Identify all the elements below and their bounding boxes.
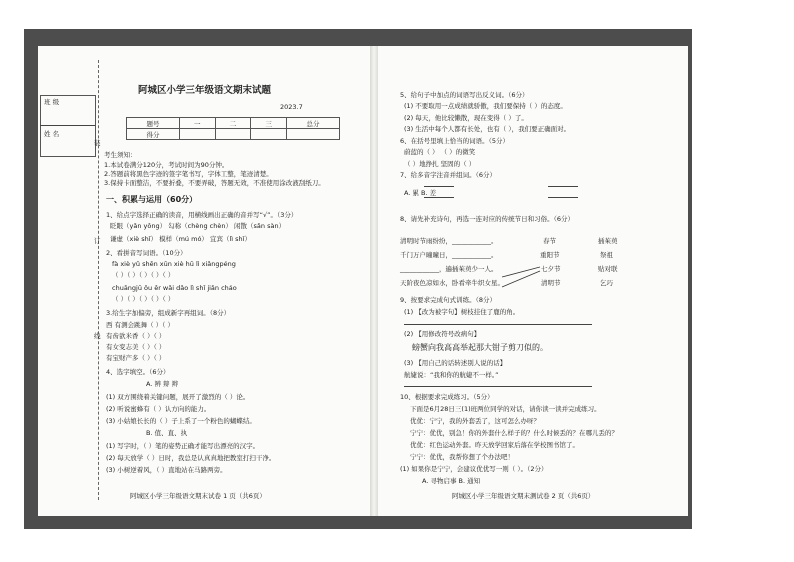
question-text: 航婕说：“我和你的航婕不一样。” (404, 371, 499, 379)
info-divider (40, 125, 95, 126)
binding-char-3: 线 (94, 332, 101, 340)
score-head-no: 题号 (127, 118, 180, 129)
question-text: (1) 如果你是宁宁，会建议优优写一则（ ）。（2分） (400, 465, 548, 473)
question-text: A. 累 B. 差 (404, 189, 437, 197)
question-text: 1、给点字选择正确的读音，用横线画出正确的音并写“√”。（3分） (106, 211, 298, 219)
binding-char: 装 (94, 139, 101, 147)
name-label: 姓 名 (44, 130, 60, 138)
class-label: 班 级 (44, 98, 60, 106)
answer-blanks[interactable]: （ ）（ ）（ ）（ ）（ ） (112, 271, 175, 279)
question-text: 谦虚（xiè shǐ） 模样（mú mó） 宜宾（lì shǐ） (110, 235, 251, 243)
question-text: 5、给句子中加点的词语写出反义词。（6分） (400, 91, 529, 99)
option-group: A. 寻物启事 B. 通知 (422, 477, 481, 485)
page-fold (370, 46, 378, 516)
question-text: (1) 双方围绕着关键问题，展开了激烈的（ ）论。 (106, 393, 250, 401)
footer-right: 阿城区小学三年级语文期末测试卷 2 页（共6页） (452, 492, 595, 500)
answer-line[interactable] (404, 386, 592, 387)
poem-line: 千门万户曈曈日，____________。 (400, 251, 498, 259)
custom-item[interactable]: 乞巧 (600, 279, 613, 287)
question-text: (1) 不要取用一点成绩就骄傲，我们要保持（ ）的态度。 (404, 102, 567, 110)
poem-line: 清明时节雨纷纷，____________。 (400, 237, 498, 245)
handdrawn-match-lines (500, 255, 550, 295)
answer-line[interactable] (424, 197, 454, 198)
question-text: 有女变志美（ ）（ ） (106, 343, 166, 351)
question-text: 7、给多音字注音并组词。（6分） (400, 171, 497, 179)
question-text: 有宝财产多（ ）（ ） (106, 354, 166, 362)
question-text: (2) 【用修改符号改病句】 (404, 330, 481, 338)
question-text: (2) 每天放学（ ）日时，我总是认真真地把教室打扫干净。 (106, 454, 276, 462)
pinyin-line: fà xiè yǔ shēn xūn xiè hū lì xiǎngpéng (112, 260, 236, 268)
question-text: （ ）地挣扎 坚固的（ ） (404, 160, 476, 168)
score-head-3: 三 (251, 118, 287, 129)
question-text: (1) 【改为被字句】树枝挂住了鹿的角。 (404, 308, 520, 316)
section-heading: 一、积累与运用（60分） (106, 195, 198, 204)
binding-line (98, 60, 99, 500)
question-text: 2、看拼音写词语。（10分） (106, 249, 187, 257)
poem-line: ____________，遍插茱萸少一人。 (400, 265, 498, 273)
option-group: B. 值、直、执 (146, 429, 188, 437)
score-row-label: 得分 (127, 129, 180, 140)
question-text: (1) 写字时，（ ）笔的姿势正确才能写出漂亮的汉字。 (106, 442, 260, 450)
answer-line[interactable] (404, 324, 592, 325)
option-group: A. 辨 辩 辫 (146, 380, 179, 388)
note-line: 2.答题前将黑色字迹的签字笔书写，字体工整，笔迹清楚。 (104, 170, 273, 178)
notes-title: 考生须知： (104, 151, 137, 159)
question-text: 西 有测会跳舞（ ）（ ） (106, 321, 174, 329)
answer-line[interactable] (548, 197, 578, 198)
score-head-total: 总分 (287, 118, 340, 129)
question-text: 有齿欲米香（ ）（ ） (106, 332, 166, 340)
question-text: (3) 生活中每个人都有长处，也有（ ），我们要正确面对。 (404, 125, 571, 133)
question-text: 9、按要求完成句式训练。（8分） (400, 296, 497, 304)
question-text: 螃蟹向我高高举起那大钳子剪刀似的。 (412, 343, 548, 352)
festival-item[interactable]: 七夕节 (541, 265, 561, 273)
question-text: 4、选字填空。（6分） (106, 368, 170, 376)
score-head-2: 二 (215, 118, 251, 129)
exam-title: 阿城区小学三年级语文期末试题 (138, 85, 272, 96)
festival-item[interactable]: 清明节 (541, 279, 561, 287)
question-text: 10、根据要求完成练习。（5分） (400, 393, 494, 401)
question-text: 3.给生字加偏旁，组成新字再组词。（8分） (106, 309, 231, 317)
dialogue-line: 优优：宁宁，我的外套丢了，这可怎么办呀？ (410, 417, 540, 425)
question-text: 下面是6月28日三(1)班两位同学的对话，请你读一读并完成练习。 (410, 405, 601, 413)
answer-line[interactable] (424, 186, 454, 187)
exam-date: 2023.7 (280, 103, 303, 111)
pinyin-line: chuāngjū ǒu ěr wǎi dǎo lì shǐ jiǎn cháo (112, 284, 237, 292)
question-text: 8、请先补充诗句，再选一连对应的传统节日和习俗。（6分） (400, 215, 575, 223)
custom-item[interactable]: 贴对联 (598, 265, 618, 273)
question-text: (3) 小姑娘长长的（ ）子上系了一个粉色的蝴蝶结。 (106, 417, 256, 425)
dialogue-line: 宁宁：优优，我帮你想了个办法吧！ (410, 453, 514, 461)
score-cell[interactable] (287, 129, 340, 140)
answer-line[interactable] (548, 186, 578, 187)
dialogue-line: 优优：红色运动外套。昨天放学回家后落在学校图书馆了。 (410, 441, 579, 449)
footer-left: 阿城区小学三年级语文期末试卷 1 页（共6页） (130, 492, 266, 500)
dialogue-line: 宁宁：优优，别急！你的外套什么样子的？什么时候丢的？在哪儿丢的？ (410, 429, 618, 437)
question-text: (3) 小树逆着风，（ ）直地站在马路两旁。 (106, 466, 227, 474)
answer-blanks[interactable]: （ ）（ ）（ ）（ ）（ ） (112, 295, 175, 303)
festival-item[interactable]: 重阳节 (540, 251, 560, 259)
score-head-1: 一 (179, 118, 215, 129)
custom-item[interactable]: 祭祖 (600, 251, 613, 259)
binding-char-2: 订 (94, 237, 101, 245)
question-text: 6、在括号里填上恰当的词语。（5分） (400, 137, 510, 145)
question-text: 眨眼（yǎn yǒng） 勾称（chèng chèn） 闲散（sǎn sàn） (110, 222, 286, 230)
score-cell[interactable] (251, 129, 287, 140)
score-cell[interactable] (179, 129, 215, 140)
question-text: (2) 每天，他比较懒散，现在变得（ ）了。 (404, 114, 528, 122)
question-text: 蔚蓝的（ ） （ ）的微笑 (404, 148, 476, 156)
poem-line: 天阶夜色凉如水，卧看牵牛织女星。 (400, 279, 504, 287)
question-text: (2) 听说蜜蜂有（ ）认方向的能力。 (106, 405, 211, 413)
note-line: 1.本试卷满分120分，考试时间为90分钟。 (104, 161, 229, 169)
score-table (126, 117, 340, 140)
question-text: (3) 【用自己的话转述别人说的话】 (404, 359, 507, 367)
score-cell[interactable] (215, 129, 251, 140)
festival-item[interactable]: 春节 (543, 237, 556, 245)
note-line: 3.保持卡面整洁，不要折叠，不要弄破，答题无效，不准使用涂改液刮纸刀。 (104, 179, 325, 187)
custom-item[interactable]: 插茱萸 (598, 237, 618, 245)
